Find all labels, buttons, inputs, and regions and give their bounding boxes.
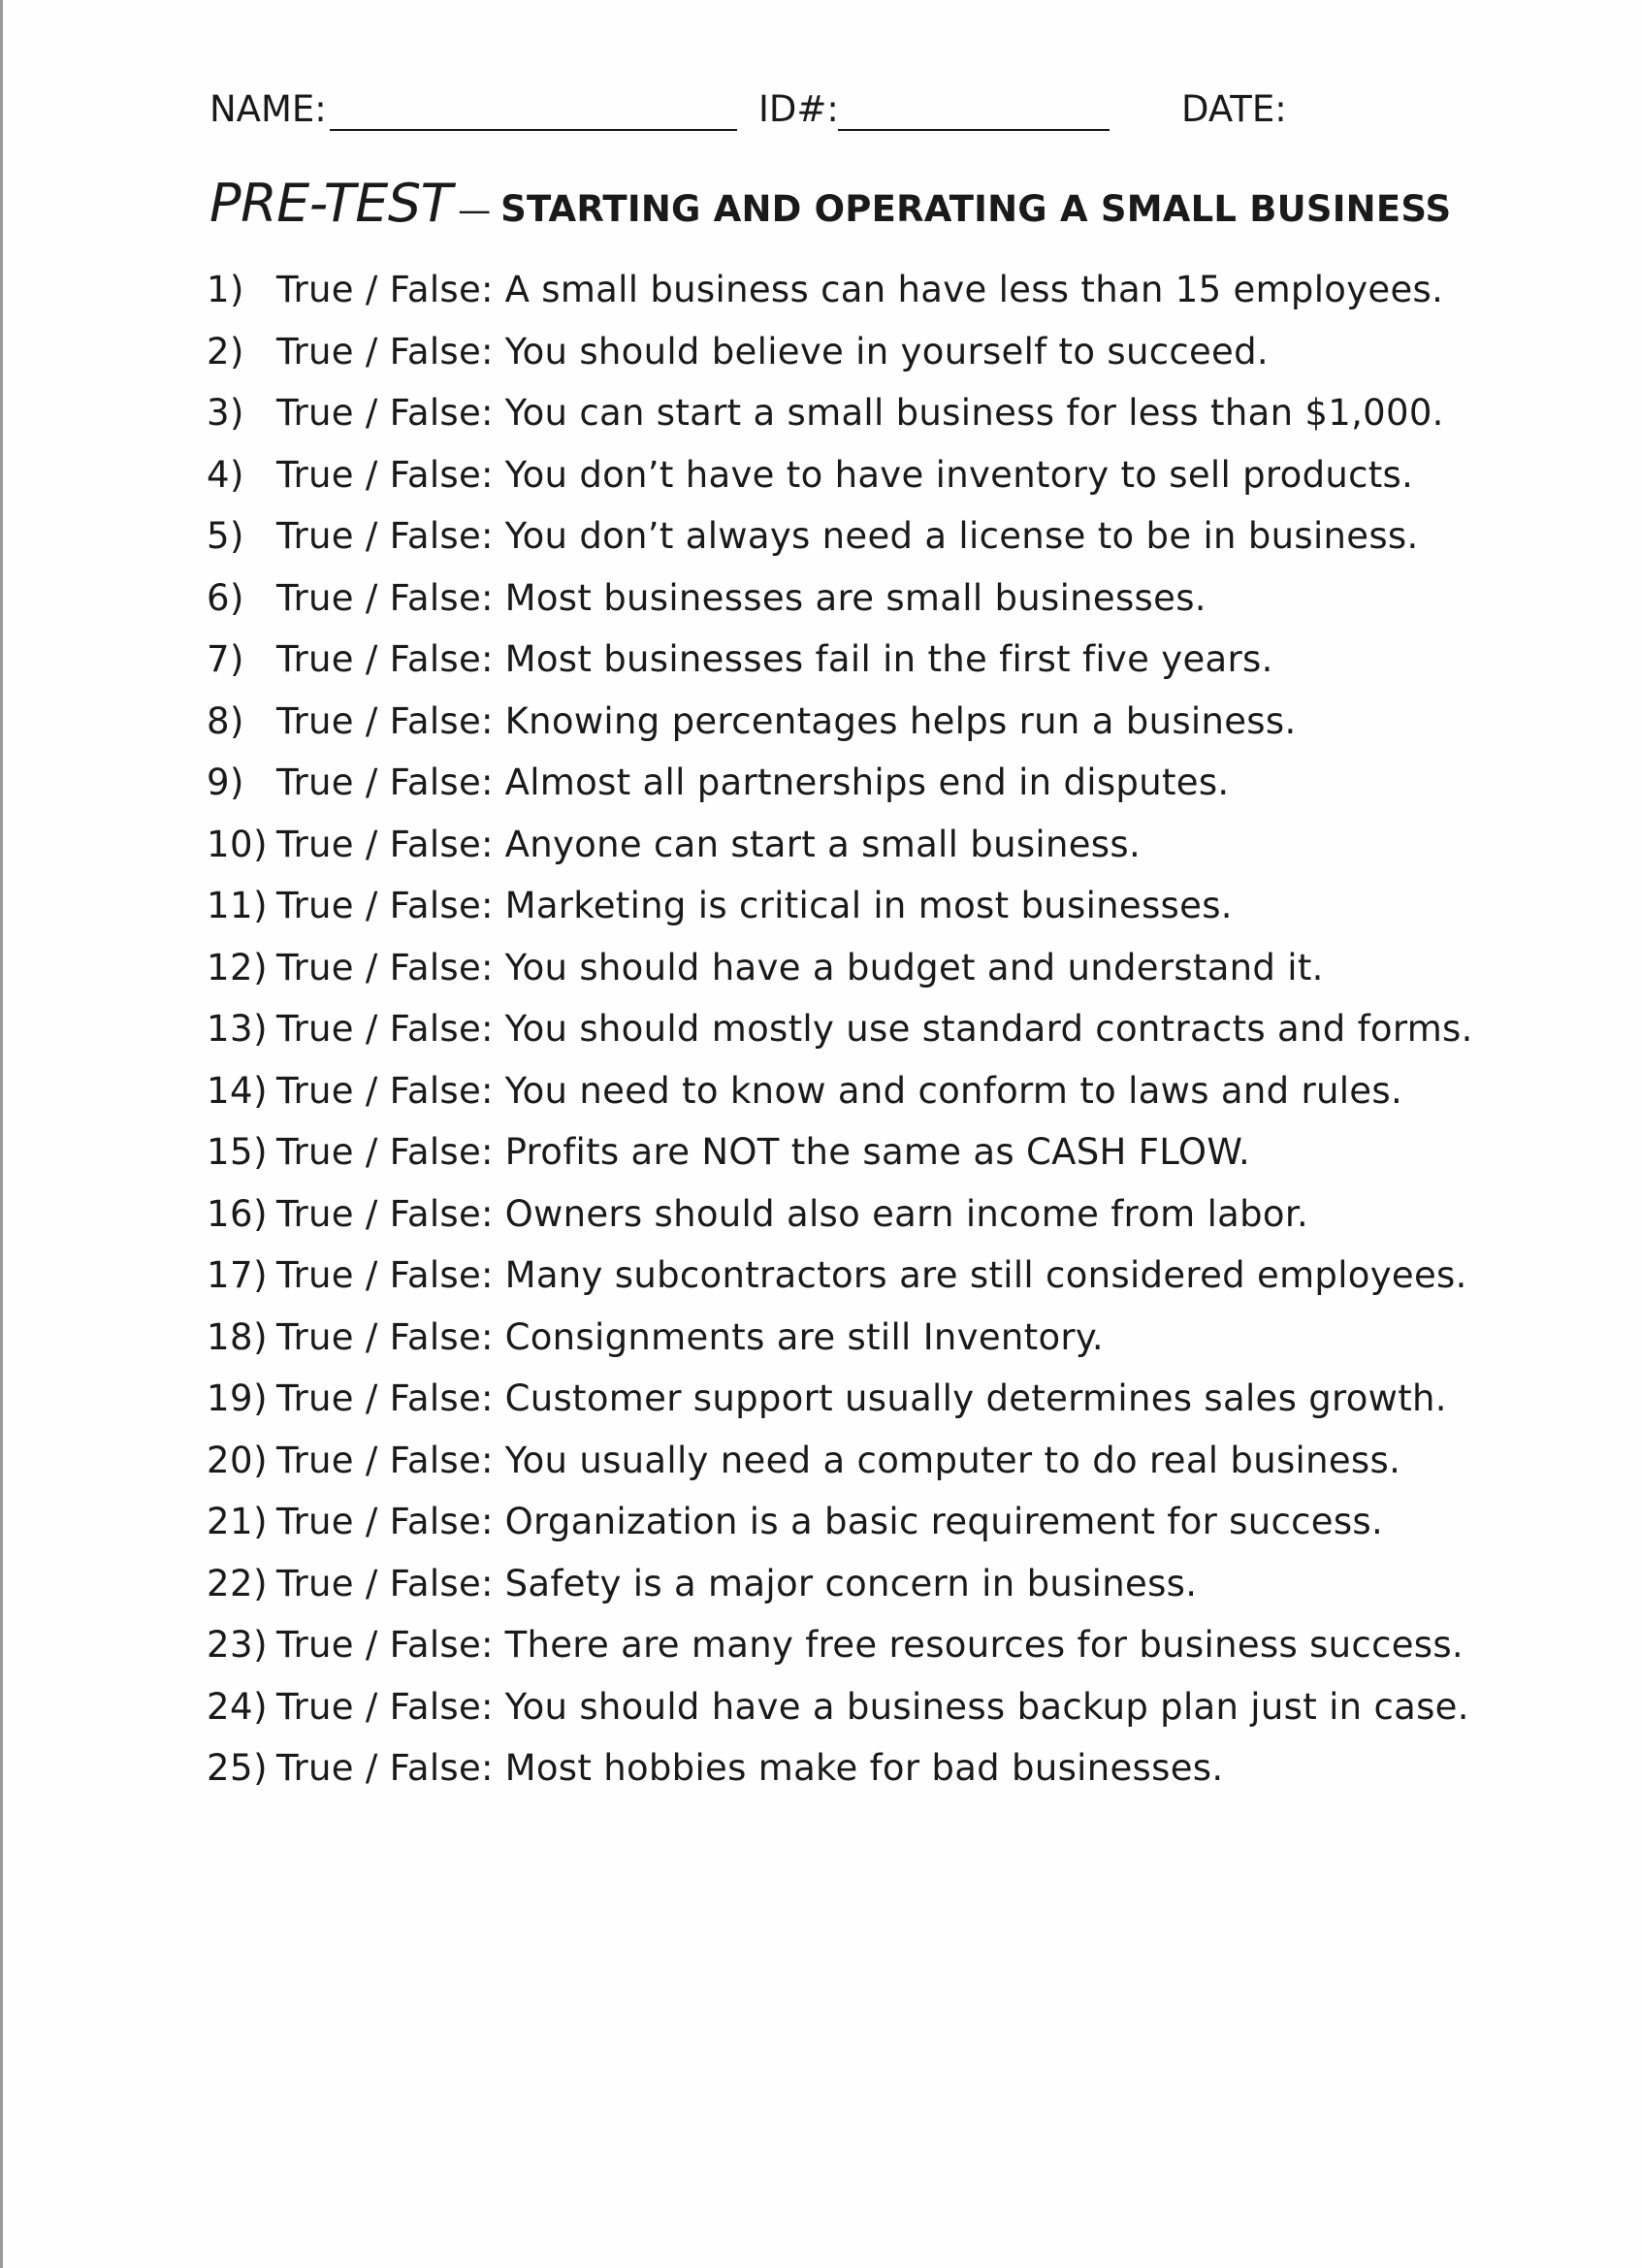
question-number: 3) — [207, 392, 244, 434]
question-number: 10) — [207, 823, 269, 865]
true-false-prompt: True / False: — [276, 1685, 494, 1728]
title-subtitle: STARTING AND OPERATING A SMALL BUSINESS — [500, 188, 1452, 230]
question-item — [207, 326, 1603, 388]
true-false-prompt: True / False: — [276, 515, 494, 557]
true-false-prompt: True / False: — [276, 269, 494, 310]
question-text: You don’t always need a license to be in business. — [504, 515, 1419, 557]
id-label: ID#: — [758, 88, 839, 130]
true-false-prompt: True / False: — [276, 885, 494, 926]
question-list — [207, 264, 1603, 1804]
question-text: You don’t have to have inventory to sell products. — [504, 453, 1414, 496]
true-false-prompt: True / False: — [276, 638, 494, 680]
question-text: Profits are NOT the same as CASH FLOW. — [504, 1131, 1251, 1173]
question-item — [207, 510, 1603, 572]
question-item — [207, 264, 1603, 326]
question-number: 8) — [207, 699, 244, 742]
question-text: You should believe in yourself to succeed. — [504, 330, 1269, 373]
question-text: Anyone can start a small business. — [504, 823, 1141, 865]
true-false-prompt: True / False: — [276, 823, 494, 865]
question-item — [207, 1312, 1603, 1374]
question-number: 22) — [207, 1562, 269, 1604]
question-number: 4) — [207, 453, 244, 496]
question-number: 14) — [207, 1069, 269, 1112]
true-false-prompt: True / False: — [276, 1008, 494, 1050]
true-false-prompt: True / False: — [276, 761, 494, 803]
true-false-prompt: True / False: — [276, 1747, 494, 1789]
question-item — [207, 1188, 1603, 1250]
question-item — [207, 757, 1603, 819]
question-text: Marketing is critical in most businesses. — [504, 885, 1233, 926]
question-item — [207, 1065, 1603, 1127]
true-false-prompt: True / False: — [276, 392, 494, 434]
question-number: 6) — [207, 576, 244, 619]
question-text: Most businesses are small businesses. — [504, 576, 1207, 619]
question-text: Owners should also earn income from labor. — [504, 1192, 1309, 1235]
true-false-prompt: True / False: — [276, 1562, 494, 1604]
question-item — [207, 1619, 1603, 1681]
question-item — [207, 1435, 1603, 1497]
true-false-prompt: True / False: — [276, 1439, 494, 1481]
true-false-prompt: True / False: — [276, 946, 494, 988]
question-number: 21) — [207, 1501, 269, 1542]
question-text: You need to know and conform to laws and rules. — [504, 1069, 1402, 1112]
true-false-prompt: True / False: — [276, 1131, 494, 1173]
title-main: PRE-TEST — [209, 173, 453, 234]
true-false-prompt: True / False: — [276, 1501, 494, 1542]
date-label: DATE: — [1181, 88, 1287, 130]
question-number: 23) — [207, 1624, 269, 1666]
true-false-prompt: True / False: — [276, 1377, 494, 1419]
question-text: Consignments are still Inventory. — [504, 1315, 1104, 1358]
question-text: You should mostly use standard contracts and forms. — [504, 1008, 1473, 1050]
question-text: You can start a small business for less than $1,000. — [504, 392, 1444, 434]
question-item — [207, 1003, 1603, 1065]
question-number: 1) — [207, 269, 244, 310]
true-false-prompt: True / False: — [276, 330, 494, 373]
question-item — [207, 633, 1603, 696]
true-false-prompt: True / False: — [276, 1069, 494, 1112]
question-item — [207, 449, 1603, 511]
question-text: Many subcontractors are still considered employees. — [504, 1254, 1467, 1296]
name-label: NAME: — [209, 88, 327, 130]
true-false-prompt: True / False: — [276, 1315, 494, 1358]
question-text: You usually need a computer to do real business. — [504, 1439, 1401, 1481]
question-text: Safety is a major concern in business. — [504, 1562, 1198, 1604]
question-text: There are many free resources for business success. — [504, 1624, 1464, 1666]
question-text: Knowing percentages helps run a business. — [504, 699, 1297, 742]
question-text: Customer support usually determines sales growth. — [504, 1377, 1447, 1419]
question-item — [207, 1742, 1603, 1804]
question-number: 12) — [207, 946, 269, 988]
question-item — [207, 387, 1603, 449]
question-number: 5) — [207, 515, 244, 557]
true-false-prompt: True / False: — [276, 699, 494, 742]
true-false-prompt: True / False: — [276, 576, 494, 619]
question-number: 7) — [207, 638, 244, 680]
question-number: 19) — [207, 1377, 269, 1419]
true-false-prompt: True / False: — [276, 1254, 494, 1296]
page-edge-shadow — [0, 0, 3, 2268]
question-item — [207, 1249, 1603, 1312]
name-blank-line — [330, 129, 737, 131]
question-number: 25) — [207, 1747, 269, 1789]
question-item — [207, 696, 1603, 758]
question-item — [207, 942, 1603, 1004]
question-number: 15) — [207, 1131, 269, 1173]
question-item — [207, 1126, 1603, 1188]
question-item — [207, 572, 1603, 634]
question-number: 18) — [207, 1315, 269, 1358]
question-number: 9) — [207, 761, 244, 803]
student-info-header — [209, 85, 1587, 140]
true-false-prompt: True / False: — [276, 1624, 494, 1666]
question-item — [207, 1681, 1603, 1743]
question-text: Almost all partnerships end in disputes. — [504, 761, 1230, 803]
question-item — [207, 1558, 1603, 1620]
question-number: 13) — [207, 1008, 269, 1050]
question-item — [207, 880, 1603, 942]
question-number: 16) — [207, 1192, 269, 1235]
true-false-prompt: True / False: — [276, 453, 494, 496]
page-title — [209, 173, 1451, 244]
question-number: 20) — [207, 1439, 269, 1481]
question-number: 24) — [207, 1685, 269, 1728]
question-number: 11) — [207, 885, 269, 926]
title-dash: — — [458, 191, 492, 230]
question-text: Most hobbies make for bad businesses. — [504, 1747, 1224, 1789]
question-item — [207, 1373, 1603, 1435]
id-blank-line — [838, 129, 1110, 131]
question-text: Organization is a basic requirement for success. — [504, 1501, 1384, 1542]
question-text: A small business can have less than 15 employees. — [504, 269, 1444, 310]
question-item — [207, 819, 1603, 881]
question-text: You should have a business backup plan just in case. — [504, 1685, 1469, 1728]
question-number: 17) — [207, 1254, 269, 1296]
question-number: 2) — [207, 330, 244, 373]
true-false-prompt: True / False: — [276, 1192, 494, 1235]
question-text: You should have a budget and understand it. — [504, 946, 1324, 988]
question-text: Most businesses fail in the first five years. — [504, 638, 1273, 680]
question-item — [207, 1496, 1603, 1558]
